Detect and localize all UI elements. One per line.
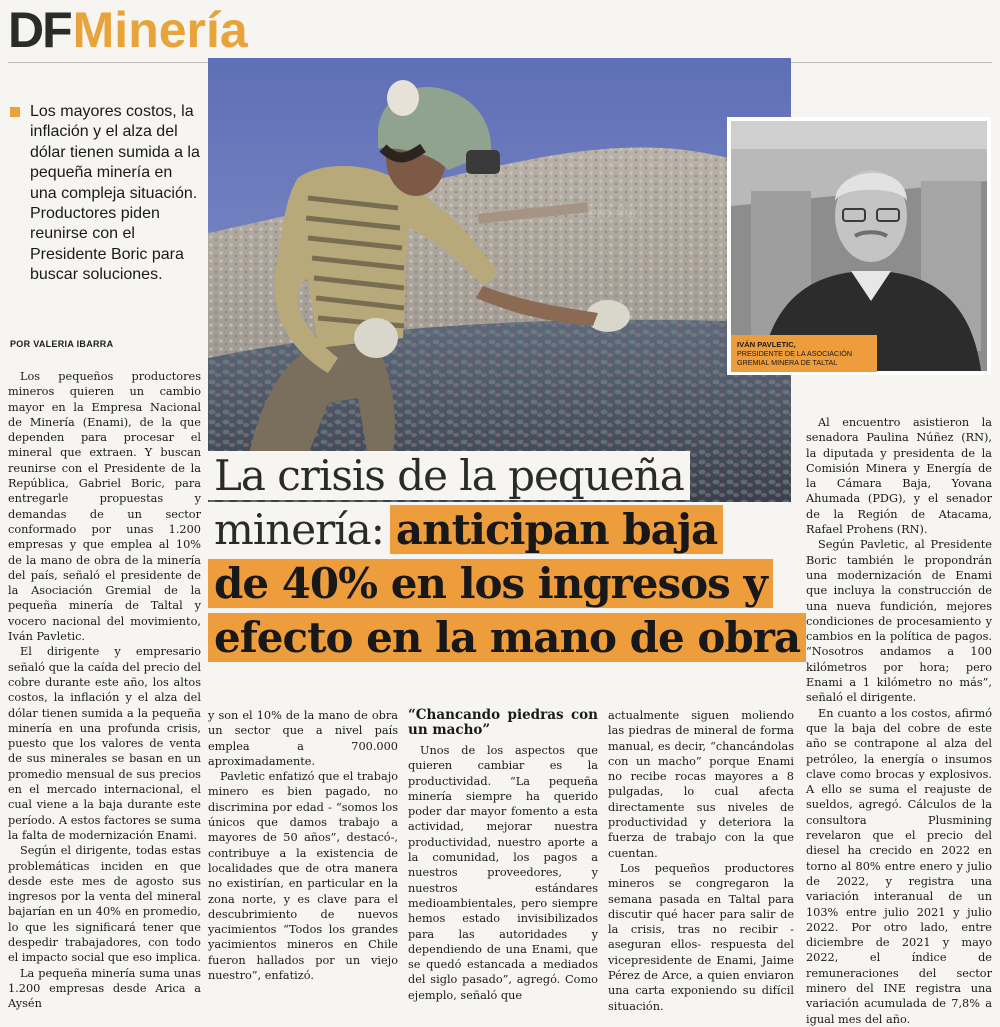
paragraph: Los pequeños productores mineros se congregaron la semana pasada en Taltal para discutir qué hacer para salir de la crisis, tras no recibir -aseguran ellos- respuesta del vicepresidente de Enami, Jaime Pérez de Arce, a quien enviaron una carta exponiendo su difícil situación. bbox=[608, 861, 794, 1013]
paragraph: Según el dirigente, todas estas problemáticas inciden en que desde este mes de agosto sus ingresos por la venta del mineral bajarían en un 40% en promedio, lo que les significará tener que despedir trabajadores, con todo el impacto social que eso implica. bbox=[8, 844, 202, 965]
paragraph: Pavletic enfatizó que el trabajo minero es bien pagado, no discrimina por edad - “somos los únicos que damos trabajo a mayores de 50 años”, destacó-, contribuye a la existencia de localidades que de otra manera no existirían, en particular en la zona norte, y es clave para el descubrimiento de nuevos yacimientos “Todos los grandes yacimientos mineros en Chile fueron hallados por un viejo nuestro”, enfatizó. bbox=[208, 770, 398, 983]
headline bbox=[208, 449, 801, 665]
headline-line-2-plain: minería: bbox=[208, 505, 390, 554]
paragraph: y son el 10% de la mano de obra un sector que a nivel país emplea a 700.000 aproximadamente. bbox=[208, 709, 398, 768]
headline-line-2-highlight: anticipan baja bbox=[390, 505, 723, 554]
portrait-illustration bbox=[731, 121, 987, 371]
paragraph: Los pequeños productores mineros quieren un cambio mayor en la Empresa Nacional de Minería (Enami), de la que dependen para procesar el mineral que extraen. Y buscan reunirse con el Presidente de la República, Gabriel Boric, para entregarle propuestas y demandas de un sector conformado por unas 1.200 empresas y que emplea al 10% de la mano de obra de la minería del país, señaló el presidente de la Asociación Gremial de la pequeña minería de Taltal y vocero nacional del movimiento, Iván Pavletic. bbox=[8, 370, 201, 644]
brand-logo: DF bbox=[8, 2, 71, 58]
caption-role: PRESIDENTE DE LA ASOCIACIÓN GREMIAL MINERA DE TALTAL bbox=[737, 349, 853, 367]
paragraph: Al encuentro asistieron la senadora Paulina Núñez (RN), la diputada y presidenta de la Comisión Minera y Energía de la Cámara Baja, Yovana Ahumada (PDG), y el senador de la Región de Atacama, Rafael Prohens (RN). bbox=[806, 416, 992, 537]
main-photo bbox=[208, 58, 791, 502]
paragraph: La pequeña minería suma unas 1.200 empresas desde Arica a Aysén bbox=[8, 966, 201, 1011]
paragraph: En cuanto a los costos, afirmó que la baja del cobre de este año se contrapone al alza del petróleo, la energía o insumos clave como brocas y explosivos. A ello se suma el reajuste de sueldos, agregó. Cálculos de la consultora Plusmining revelaron que el precio del diesel ha crecido en 2022 en torno al 80% entre enero y julio de 2022, y registra una variación interanual de un 103% entre julio 2021 y julio 2022. Por otro lado, entre diciembre de 2021 y mayo 2022, el índice de remuneraciones del sector minero del INE registra una variación acumulada de 7,8% a igual mes del año. bbox=[806, 706, 992, 1026]
headline-line-3: de 40% en los ingresos y bbox=[208, 559, 773, 608]
paragraph: El dirigente y empresario señaló que la caída del precio del cobre durante este año, los altos costos, la inflación y el alza del dólar tienen sumida a la pequeña minería en una profunda crisis, puesto que los valores de venta de sus minerales se basan en un promedio mensual de sus precios en el mercado internacional, el cual viene a la baja durante este período. A estos factores se suma la falta de modernización Enami. bbox=[8, 645, 201, 842]
miner-photo-illustration bbox=[208, 58, 791, 502]
lead-text: Los mayores costos, la inflación y el alza del dólar tienen sumida a la pequeña minería en una compleja situación. Productores piden reunirse con el Presidente Boric para buscar soluciones. bbox=[30, 103, 200, 284]
caption-name: IVÁN PAVLETIC, bbox=[737, 340, 796, 349]
body-column-2 bbox=[208, 708, 398, 983]
body-column-3 bbox=[408, 708, 598, 1003]
photo-watermark: ero #la bbox=[588, 205, 637, 222]
headline-line-4: efecto en la mano de obra bbox=[208, 613, 806, 662]
photo-caption bbox=[731, 335, 877, 372]
paragraph: actualmente siguen moliendo las piedras de mineral de forma manual, es decir, “chancándolas con un macho” porque Enami no recibe rocas mayores a 8 pulgadas, lo cual afecta directamente sus niveles de productividad y deteriora la fuerza de trabajo con la que cuentan. bbox=[608, 709, 794, 860]
body-column-1 bbox=[8, 369, 201, 1011]
paragraph: Unos de los aspectos que quieren cambiar es la productividad. “La pequeña minería siempre ha querido poder dar mayor fomento a esta actividad, mejorar nuestra productividad, nuestro aporte a la comunidad, los pagos a nuestros proveedores, y nuestros estándares medioambientales, pero siempre hemos estado invisibilizados para las autoridades y dependiendo de una Enami, que se quedó estancada a mediados del siglo pasado”, agregó. Como ejemplo, señaló que bbox=[408, 744, 598, 1002]
masthead bbox=[8, 2, 408, 58]
lead-summary bbox=[10, 102, 200, 286]
headline-line-1: La crisis de la pequeña bbox=[208, 451, 690, 500]
subheading: “Chancando piedras con un macho” bbox=[408, 707, 598, 738]
body-column-4 bbox=[608, 708, 794, 1014]
section-title: Minería bbox=[72, 2, 248, 58]
bullet-square-icon bbox=[10, 107, 20, 117]
paragraph: Según Pavletic, al Presidente Boric también le propondrán una modernización de Enami que incluya la construcción de una nueva fundición, mejores condiciones de procesamiento y cambios en la política de pagos. “Nosotros andamos a 100 kilómetros por hora; pero Enami a 1 kilómetro no más”, señaló el dirigente. bbox=[806, 538, 992, 705]
byline: POR VALERIA IBARRA bbox=[10, 339, 114, 349]
body-column-5 bbox=[806, 415, 992, 1027]
